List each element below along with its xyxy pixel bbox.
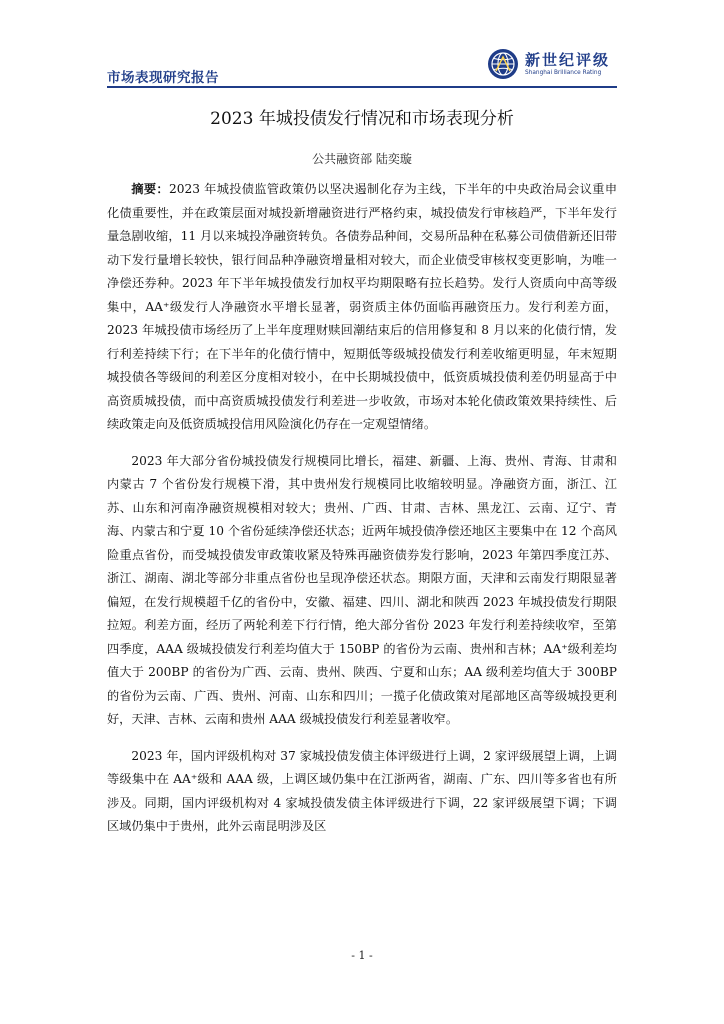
logo-english-name: Shanghai Brilliance Rating — [525, 70, 602, 76]
globe-icon — [487, 48, 519, 80]
article-body — [107, 178, 617, 839]
logo-chinese-name: 新世纪评级 — [525, 51, 611, 69]
author-line: 公共融资部 陆奕璇 — [312, 152, 412, 166]
body-paragraph-provinces: 2023 年大部分省份城投债发行规模同比增长，福建、新疆、上海、贵州、青海、甘肃和内蒙古 7 个省份发行规模下滑，其中贵州发行规模同比收缩较明显。净融资方面，浙江、江苏、山东和河南净融资规模相对较大；贵州、广西、甘肃、吉林、黑龙江、云南、辽宁、青海、内蒙古和宁夏 10 个省份延续净偿还状态；近两年城投债净偿还地区主要集中在 12 个高风险重点省份，而受城投债发审政策收紧及特殊再融资债券发行影响，2023 年第四季度江苏、浙江、湖南、湖北等部分非重点省份也呈现净偿还状态。期限方面，天津和云南发行期限显著偏短，在发行规模超千亿的省份中，安徽、福建、四川、湖北和陕西 2023 年城投债发行期限拉短。利差方面，经历了两轮利差下行行情，绝大部分省份 2023 年发行利差持续收窄，至第四季度，AAA 级城投债发行利差均值大于 150BP 的省份为云南、贵州和吉林；AA⁺级利差均值大于 200BP 的省份为广西、云南、贵州、陕西、宁夏和山东；AA 级利差均值大于 300BP 的省份为云南、广西、贵州、河南、山东和四川；一揽子化债政策对尾部地区高等级城投更利好，天津、吉林、云南和贵州 AAA 级城投债发行利差显著收窄。 — [107, 453, 617, 726]
page-header — [107, 40, 617, 86]
abstract-label: 摘要： — [131, 182, 169, 196]
abstract-text: 2023 年城投债监管政策仍以坚决遏制化存为主线，下半年的中央政治局会议重申化债重要性，并在政策层面对城投新增融资进行严格约束，城投债发行审核趋严，下半年发行量急剧收缩，11 月以来城投净融资转负。各债券品种间，交易所品种在私募公司债借新还旧带动下发行量增长较快，银行间品种净融资增量相对较大，而企业债受审核权变更影响，为唯一净偿还券种。2023 年下半年城投债发行加权平均期限略有拉长趋势。发行人资质向中高等级集中，AA⁺级发行人净融资水平增长显著，弱资质主体仍面临再融资压力。发行利差方面，2023 年城投债市场经历了上半年度理财赎回潮结束后的信用修复和 8 月以来的化债行情，发行利差持续下行；在下半年的化债行情中，短期低等级城投债发行利差收缩更明显，年末短期城投债各等级间的利差区分度相对较小，在中长期城投债中，低资质城投债利差仍明显高于中高资质城投债，而中高资质城投债发行利差进一步收敛，市场对本轮化债政策效果持续性、后续政策走向及低资质城投信用风险演化仍存在一定观望情绪。 — [107, 182, 618, 431]
document-title: 2023 年城投债发行情况和市场表现分析 — [210, 109, 514, 129]
report-type-label: 市场表现研究报告 — [107, 70, 219, 86]
body-paragraph-ratings: 2023 年，国内评级机构对 37 家城投债发债主体评级进行上调，2 家评级展望上调，上调等级集中在 AA⁺级和 AAA 级，上调区域仍集中在江浙两省，湖南、广东、四川等多省也有所涉及。同期，国内评级机构对 4 家城投债发债主体评级进行下调，22 家评级展望下调；下调区域仍集中于贵州，此外云南昆明涉及区 — [107, 748, 617, 833]
company-logo — [487, 48, 617, 82]
abstract-paragraph — [107, 178, 617, 437]
header-divider — [107, 86, 617, 88]
page-number: - 1 - — [351, 949, 373, 962]
